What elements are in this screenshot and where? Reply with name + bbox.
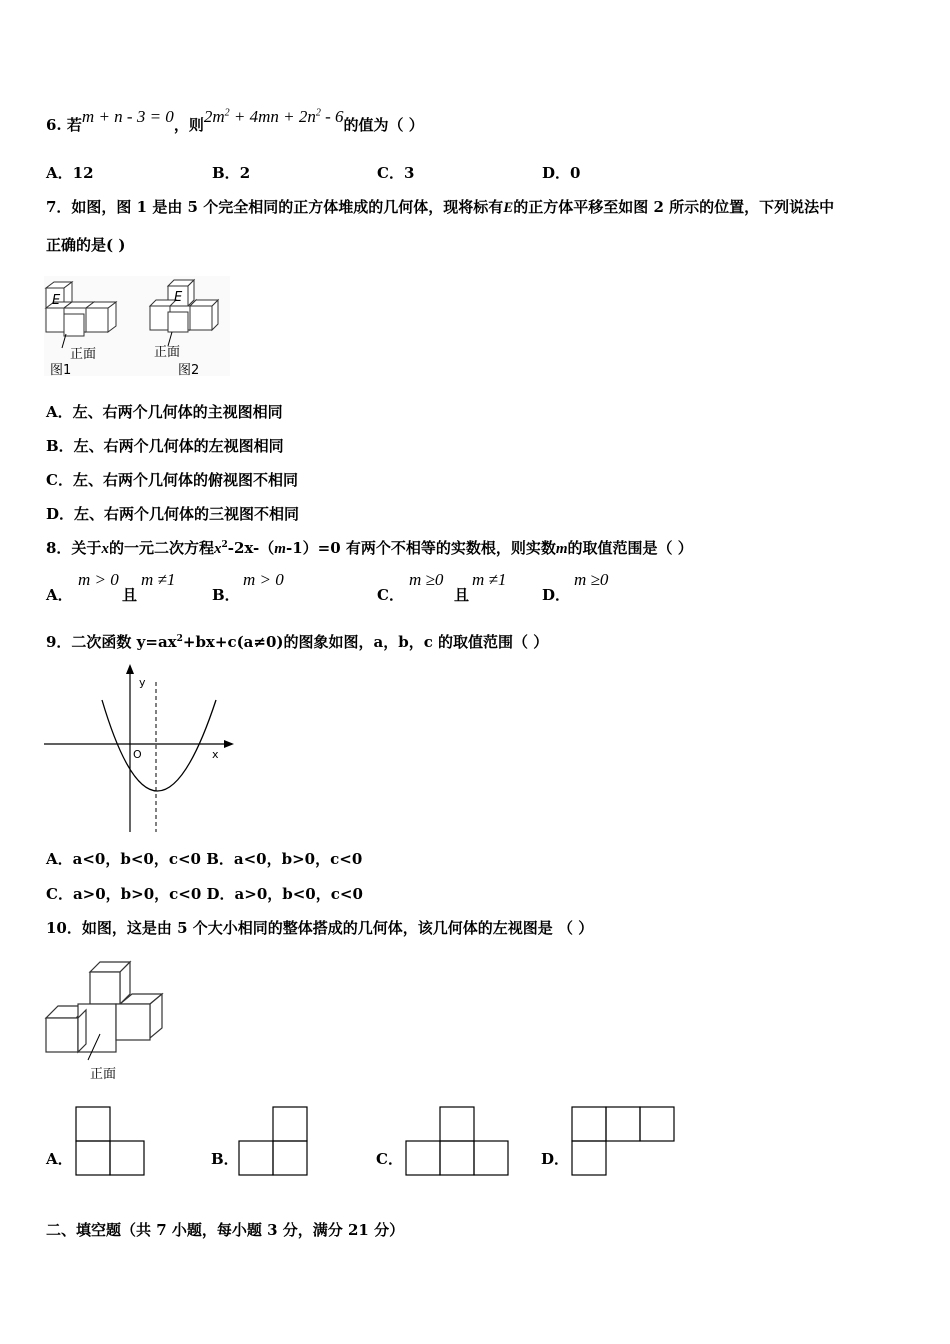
q7-option-b: B．左、右两个几何体的左视图相同 <box>46 437 284 455</box>
q9-stem: 9．二次函数 $y=ax^2+bx+c(a\ne 0)$的图象如图，a，b，c 的取值范围（ ） <box>46 633 549 651</box>
q7-stem-line1: 7．如图，图 1 是由 5 个完全相同的正方体堆成的几何体，现将标有E的正方体平移至如图 2 所示的位置，下列说法中 <box>46 198 835 216</box>
q10-blocks-figure <box>44 960 168 1086</box>
q6-option-c: C．3 <box>377 164 415 182</box>
q10-stem: 10．如图，这是由 5 个大小相同的整体搭成的几何体，该几何体的左视图是 （ ） <box>46 919 594 937</box>
q7-stem-line2: 正确的是( ) <box>46 236 126 254</box>
q8-option-b-label: B． <box>212 586 240 604</box>
section-2-heading: 二、填空题（共 7 小题，每小题 3 分，满分 21 分） <box>46 1221 405 1239</box>
q8-option-c-m1: m ≥0 <box>409 570 444 589</box>
q6-option-b: B．2 <box>212 164 251 182</box>
q8-option-a-qie: 且 <box>122 586 138 604</box>
parabola-curve <box>102 700 216 791</box>
fig2-caption: 图2 <box>178 363 200 378</box>
q7-option-a: A．左、右两个几何体的主视图相同 <box>46 403 283 421</box>
q7-cubes-figure <box>44 276 230 380</box>
origin-label: O <box>133 748 142 761</box>
q8-option-d-m1: m ≥0 <box>574 570 609 589</box>
x-axis-arrow <box>224 740 234 748</box>
x-axis-label: x <box>212 748 219 761</box>
y-axis-arrow <box>126 664 134 674</box>
q8-option-c-qie: 且 <box>454 586 470 604</box>
y-axis-label: y <box>139 676 146 689</box>
q8-option-c-label: C． <box>377 586 404 604</box>
q8-option-a-m1: m > 0 <box>78 570 119 589</box>
q8-option-b-m1: m > 0 <box>243 570 284 589</box>
q8-option-d-label: D． <box>542 586 571 604</box>
q10-option-d-label: D． <box>541 1150 570 1168</box>
fig2-front-label: 正面 <box>154 345 181 360</box>
q6-option-d: D．0 <box>542 164 581 182</box>
q10-front-label: 正面 <box>90 1067 117 1082</box>
q8-option-c-m2: m ≠1 <box>472 570 507 589</box>
q10-option-a-view <box>75 1106 147 1178</box>
q7-option-d: D．左、右两个几何体的三视图不相同 <box>46 505 300 523</box>
fig1-caption: 图1 <box>50 363 72 378</box>
q6-stem: 6. 若m + n - 3 = 0，则$2m^2 + 4mn + 2n^2 - 6$的值为（ ） <box>46 107 424 134</box>
q8-stem: 8．关于x的一元二次方程$x^2-2x-(m-1)=0$ 有两个不相等的实数根，则实数m的取值范围是（ ） <box>46 539 693 557</box>
q9-options-line1: A．a<0，b<0，c<0 B．a<0，b>0，c<0 <box>46 850 363 868</box>
fig1-label-e: E <box>52 293 61 308</box>
q10-option-b-view <box>238 1106 310 1178</box>
q6-option-a: A．12 <box>46 164 94 182</box>
q7-option-c: C．左、右两个几何体的俯视图不相同 <box>46 471 298 489</box>
q8-option-a-label: A． <box>46 586 73 604</box>
fig2-label-e: E <box>174 290 183 305</box>
q10-option-d-view <box>570 1106 678 1178</box>
q9-parabola-graph <box>44 662 236 834</box>
q10-option-b-label: B． <box>211 1150 239 1168</box>
q10-option-c-label: C． <box>376 1150 403 1168</box>
q8-option-a-m2: m ≠1 <box>141 570 176 589</box>
fig1-front-label: 正面 <box>70 347 97 362</box>
q9-options-line2: C．a>0，b>0，c<0 D．a>0，b<0，c<0 <box>46 885 363 903</box>
q10-option-a-label: A． <box>46 1150 73 1168</box>
q10-option-c-view <box>404 1106 512 1178</box>
